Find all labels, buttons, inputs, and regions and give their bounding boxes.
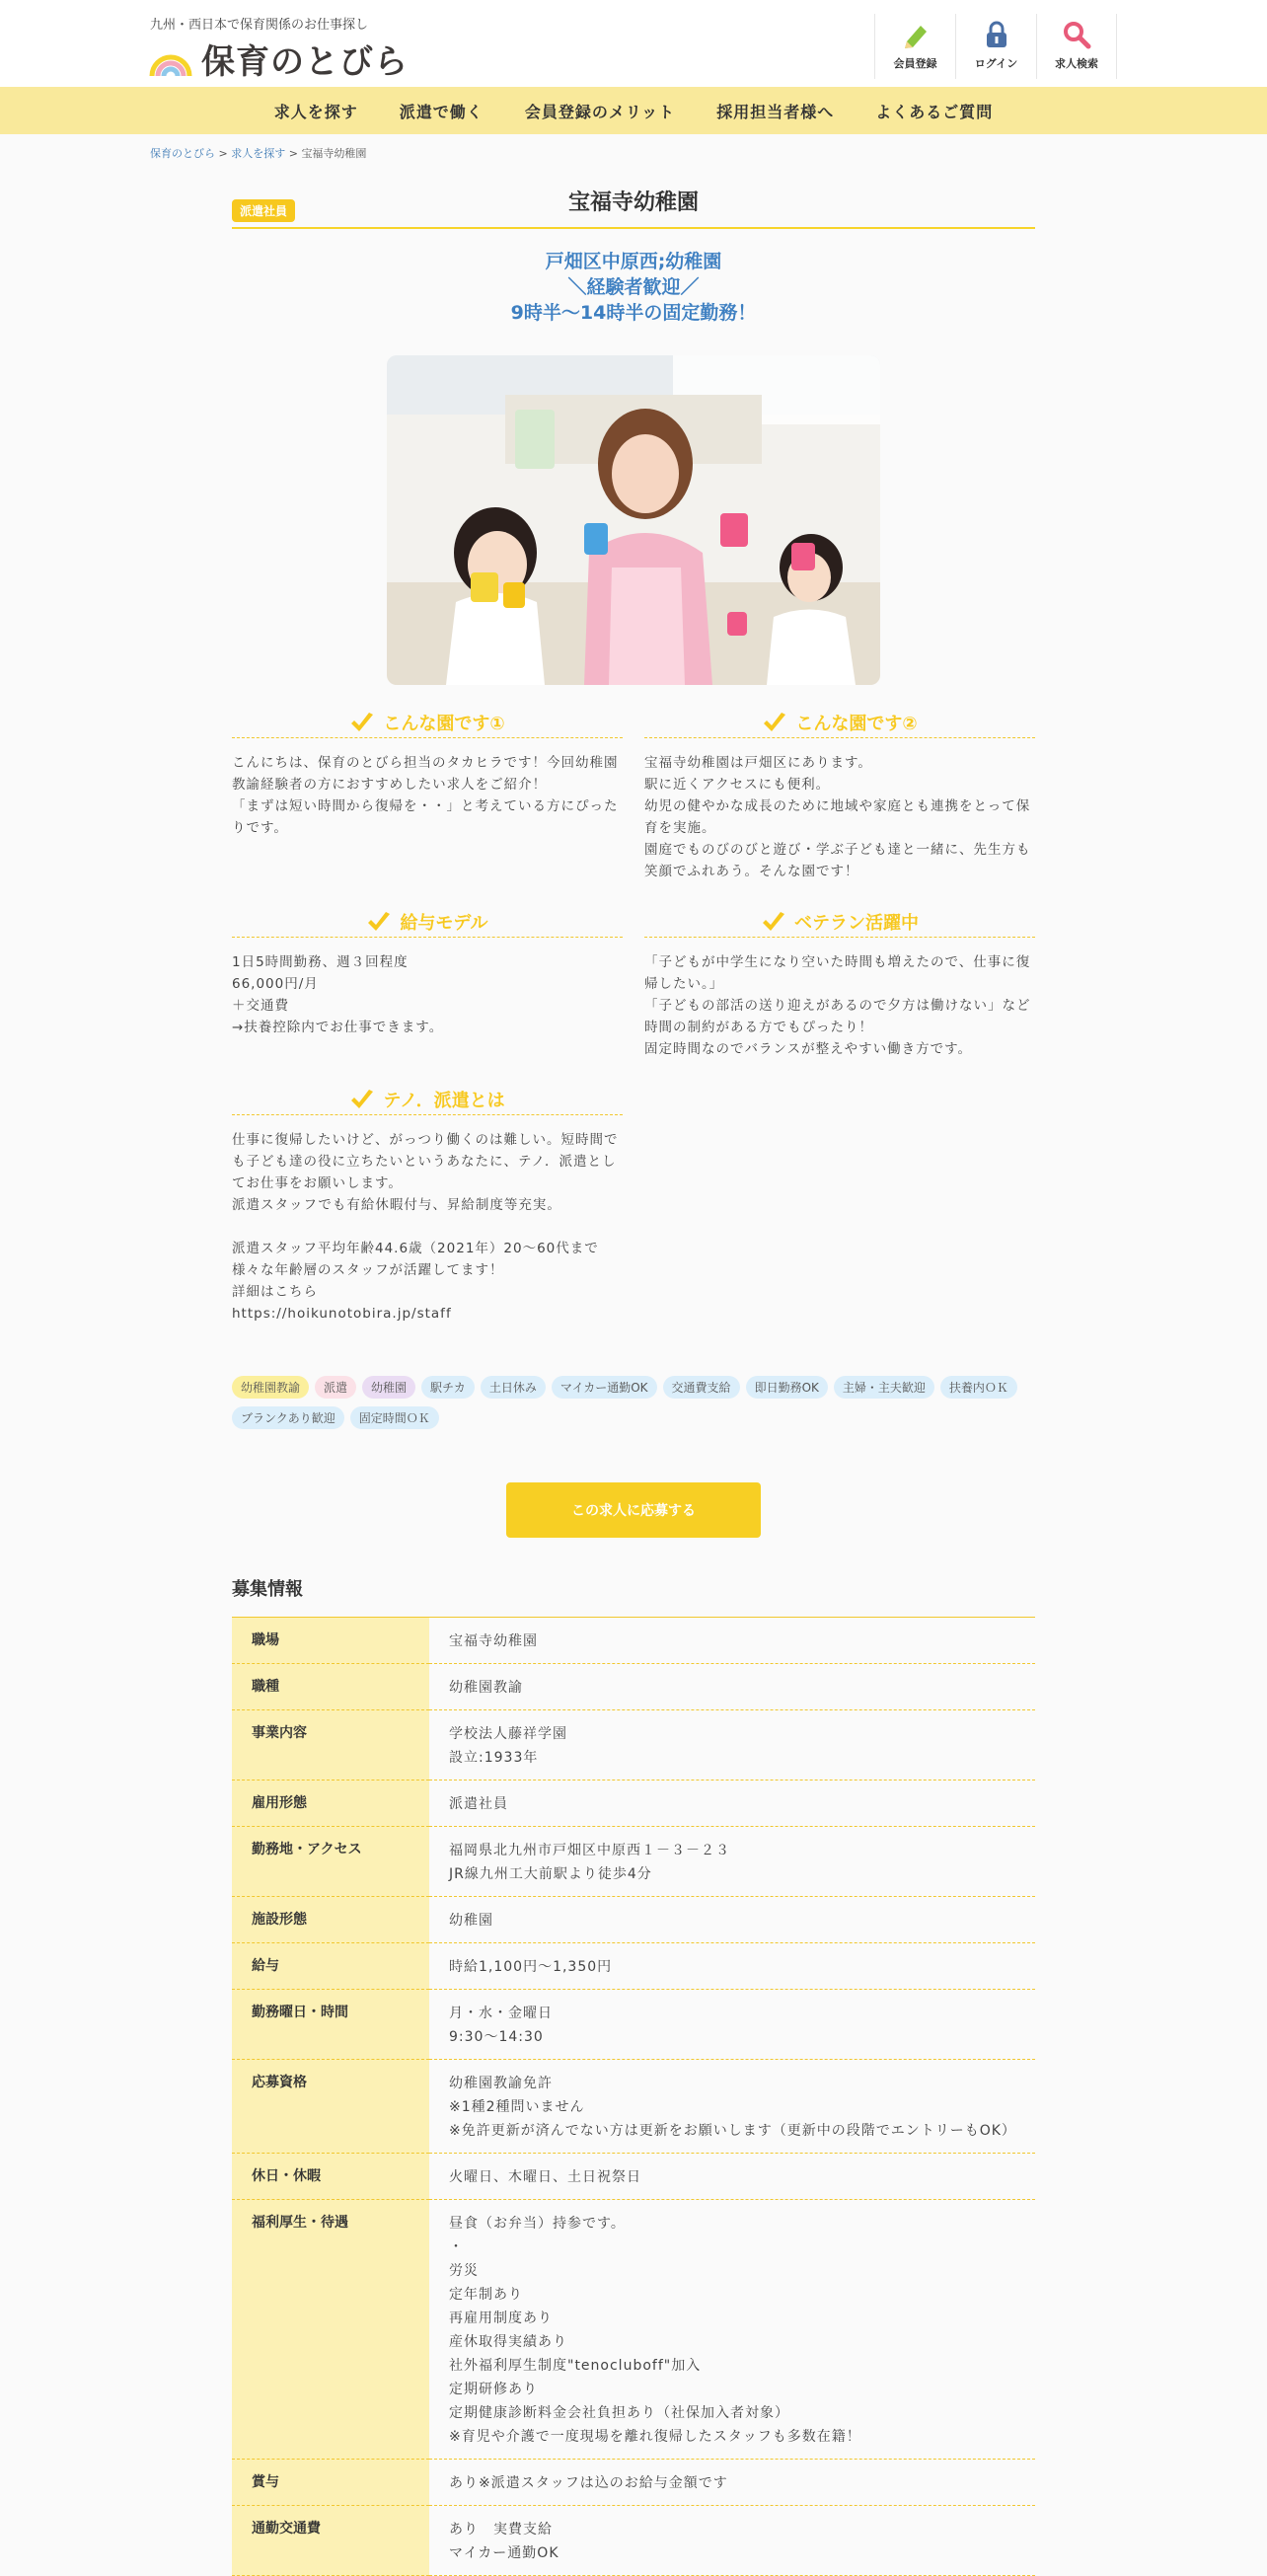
search-icon	[1062, 20, 1091, 49]
teacher-with-children-photo	[387, 355, 880, 685]
job-tag: 派遣	[315, 1376, 356, 1399]
feature-section-body: 宝福寺幼稚園は戸畑区にあります。 駅に近くアクセスにも便利。 幼児の健やかな成長のために地域や家庭とも連携をとって保育を実施。 園庭でものびのびと遊び・学ぶ子ども達と一緒に、先生方も笑顔でふれあう。そんな園です！	[644, 755, 1031, 879]
info-row-label: 事業内容	[232, 1710, 429, 1780]
global-nav	[0, 87, 1267, 134]
info-row-label: 勤務曜日・時間	[232, 1990, 429, 2060]
header-icon-menu	[874, 14, 1117, 79]
job-tag: 固定時間ＯＫ	[350, 1406, 439, 1429]
employment-type-badge: 派遣社員	[232, 199, 295, 222]
job-search-label: 求人検索	[1055, 57, 1098, 70]
info-row	[232, 2506, 1035, 2576]
info-row-label: 雇用形態	[232, 1780, 429, 1827]
job-tag: マイカー通勤OK	[552, 1376, 657, 1399]
info-row-value: 火曜日、木曜日、土日祝祭日	[429, 2154, 1035, 2200]
feature-section	[232, 906, 623, 1060]
login-button[interactable]	[955, 14, 1036, 79]
info-row-value: 昼食（お弁当）持参です。 ・ 労災 定年制あり 再雇用制度あり 産休取得実績あり 社外福利厚生制度"tenocluboff"加入 定期研修あり 定期健康診断料金会社負担あり（社保加入者対象） ※育児や介護で一度現場を離れ復帰したスタッフも多数在籍！	[429, 2200, 1035, 2460]
feature-section-heading	[644, 707, 1035, 738]
job-tag: 幼稚園	[362, 1376, 415, 1399]
job-catchcopy	[232, 249, 1035, 326]
breadcrumb	[150, 145, 366, 161]
member-register-button[interactable]	[874, 14, 955, 79]
feature-section-heading	[644, 906, 1035, 938]
recruitment-info-table	[232, 1617, 1035, 2576]
feature-section-title: こんな園です②	[795, 713, 918, 734]
breadcrumb-separator: >	[285, 147, 302, 160]
info-row-value: 月・水・金曜日 9:30～14:30	[429, 1990, 1035, 2060]
job-tag: 扶養内ＯＫ	[940, 1376, 1017, 1399]
info-row	[232, 2060, 1035, 2154]
info-row-label: 福利厚生・待遇	[232, 2200, 429, 2460]
job-tag: 幼稚園教諭	[232, 1376, 309, 1399]
info-row-label: 施設形態	[232, 1897, 429, 1943]
job-tag: 駅チカ	[421, 1376, 475, 1399]
pencil-icon	[901, 20, 931, 49]
info-row	[232, 1710, 1035, 1780]
job-tag: ブランクあり歓迎	[232, 1406, 344, 1429]
breadcrumb-current: 宝福寺幼稚園	[301, 147, 367, 160]
info-row-value: 時給1,100円～1,350円	[429, 1943, 1035, 1990]
info-row	[232, 1664, 1035, 1710]
info-row-value: あり※派遣スタッフは込のお給与金額です	[429, 2460, 1035, 2506]
breadcrumb-search-link[interactable]: 求人を探す	[231, 147, 286, 160]
feature-section-title: こんな園です①	[383, 713, 505, 734]
site-header	[0, 0, 1267, 87]
info-row-label: 賞与	[232, 2460, 429, 2506]
feature-section-title: 給与モデル	[400, 912, 488, 934]
site-logo[interactable]	[148, 38, 409, 82]
checkmark-icon	[349, 712, 375, 733]
info-row-label: 通勤交通費	[232, 2506, 429, 2576]
nav-for-recruiters[interactable]: 採用担当者様へ	[716, 102, 835, 121]
feature-section-heading	[232, 906, 623, 938]
info-row	[232, 1990, 1035, 2060]
info-row	[232, 2200, 1035, 2460]
checkmark-icon	[761, 911, 786, 933]
nav-find-jobs[interactable]: 求人を探す	[273, 102, 358, 121]
feature-section-body: 「子どもが中学生になり空いた時間も増えたので、仕事に復帰したい。」 「子どもの部活の送り迎えがあるので夕方は働けない」など時間の制約がある方でもぴったり！ 固定時間なのでバランスが整えやすい働き方です。	[644, 954, 1031, 1057]
site-tagline: 九州・西日本で保育関係のお仕事探し	[150, 18, 369, 33]
nav-faq[interactable]: よくあるご質問	[875, 102, 994, 121]
job-title: 宝福寺幼稚園	[567, 190, 699, 215]
rainbow-logo-icon	[148, 38, 193, 78]
feature-section-heading	[232, 707, 623, 738]
job-tag: 主婦・主夫歓迎	[834, 1376, 934, 1399]
info-row	[232, 1780, 1035, 1827]
info-row-label: 応募資格	[232, 2060, 429, 2154]
feature-section-body: こんにちは、保育のとびら担当のタカヒラです！今回幼稚園教諭経験者の方におすすめしたい求人をご紹介！ 「まずは短い時間から復帰を・・」と考えている方にぴったりです。	[232, 755, 619, 836]
job-tag: 土日休み	[481, 1376, 546, 1399]
info-row-value: 派遣社員	[429, 1780, 1035, 1827]
recruitment-info-heading: 募集情報	[232, 1579, 303, 1600]
breadcrumb-home-link[interactable]: 保育のとびら	[150, 147, 215, 160]
feature-section-title: テノ．派遣とは	[383, 1090, 505, 1111]
info-row	[232, 1827, 1035, 1897]
info-row	[232, 1618, 1035, 1664]
job-tag-list	[232, 1376, 1035, 1429]
info-row-value: あり 実費支給 マイカー通勤OK	[429, 2506, 1035, 2576]
info-row-label: 職種	[232, 1664, 429, 1710]
info-row	[232, 1897, 1035, 1943]
member-register-label: 会員登録	[893, 57, 937, 70]
job-feature-sections	[232, 707, 1035, 1348]
feature-section-body: 仕事に復帰したいけど、がっつり働くのは難しい。短時間でも子ども達の役に立ちたいというあなたに、テノ．派遣としてお仕事をお願いします。 派遣スタッフでも有給休暇付与、昇給制度等充実。 派遣スタッフ平均年齢44.6歳（2021年）20～60代まで様々な年齢層のスタッフが活躍してます！ 詳細はこちら https://hoikunotobira.jp/staff	[232, 1132, 619, 1322]
lock-icon	[982, 20, 1011, 49]
nav-member-merits[interactable]: 会員登録のメリット	[524, 102, 676, 121]
info-row-value: 学校法人藤祥学園 設立:1933年	[429, 1710, 1035, 1780]
apply-button[interactable]: この求人に応募する	[506, 1482, 761, 1538]
checkmark-icon	[366, 911, 392, 933]
checkmark-icon	[349, 1089, 375, 1110]
info-row-value: 幼稚園	[429, 1897, 1035, 1943]
catchcopy-line: 戸畑区中原西;幼稚園	[545, 251, 722, 272]
feature-section-heading	[232, 1084, 623, 1115]
job-title-row	[232, 188, 1035, 229]
catchcopy-line: ＼経験者歓迎／	[567, 276, 700, 298]
info-row-value: 福岡県北九州市戸畑区中原西１－３－２３ JR線九州工大前駅より徒歩4分	[429, 1827, 1035, 1897]
job-search-button[interactable]	[1036, 14, 1117, 79]
breadcrumb-separator: >	[215, 147, 232, 160]
feature-section	[232, 707, 623, 882]
logo-text: 保育のとびら	[201, 41, 409, 82]
info-row-label: 職場	[232, 1618, 429, 1664]
feature-section	[232, 1084, 623, 1325]
info-row	[232, 2154, 1035, 2200]
info-row-label: 勤務地・アクセス	[232, 1827, 429, 1897]
feature-section	[644, 707, 1035, 882]
catchcopy-line: 9時半～14時半の固定勤務！	[510, 302, 757, 324]
feature-section	[644, 906, 1035, 1060]
feature-section-body: 1日5時間勤務、週３回程度 66,000円/月 ＋交通費 →扶養控除内でお仕事できます。	[232, 954, 444, 1035]
login-label: ログイン	[974, 57, 1018, 70]
info-row-value: 幼稚園教諭免許 ※1種2種問いません ※免許更新が済んでない方は更新をお願いします（更新中の段階でエントリーもOK）	[429, 2060, 1035, 2154]
info-row	[232, 2460, 1035, 2506]
info-row	[232, 1943, 1035, 1990]
job-photo	[387, 355, 880, 685]
info-row-value: 幼稚園教諭	[429, 1664, 1035, 1710]
info-row-value: 宝福寺幼稚園	[429, 1618, 1035, 1664]
checkmark-icon	[762, 712, 787, 733]
nav-work-dispatch[interactable]: 派遣で働く	[399, 102, 484, 121]
feature-section-title: ベテラン活躍中	[794, 912, 919, 934]
job-tag: 即日勤務OK	[746, 1376, 828, 1399]
info-row-label: 休日・休暇	[232, 2154, 429, 2200]
info-row-label: 給与	[232, 1943, 429, 1990]
job-tag: 交通費支給	[663, 1376, 740, 1399]
job-detail	[232, 188, 1035, 2576]
